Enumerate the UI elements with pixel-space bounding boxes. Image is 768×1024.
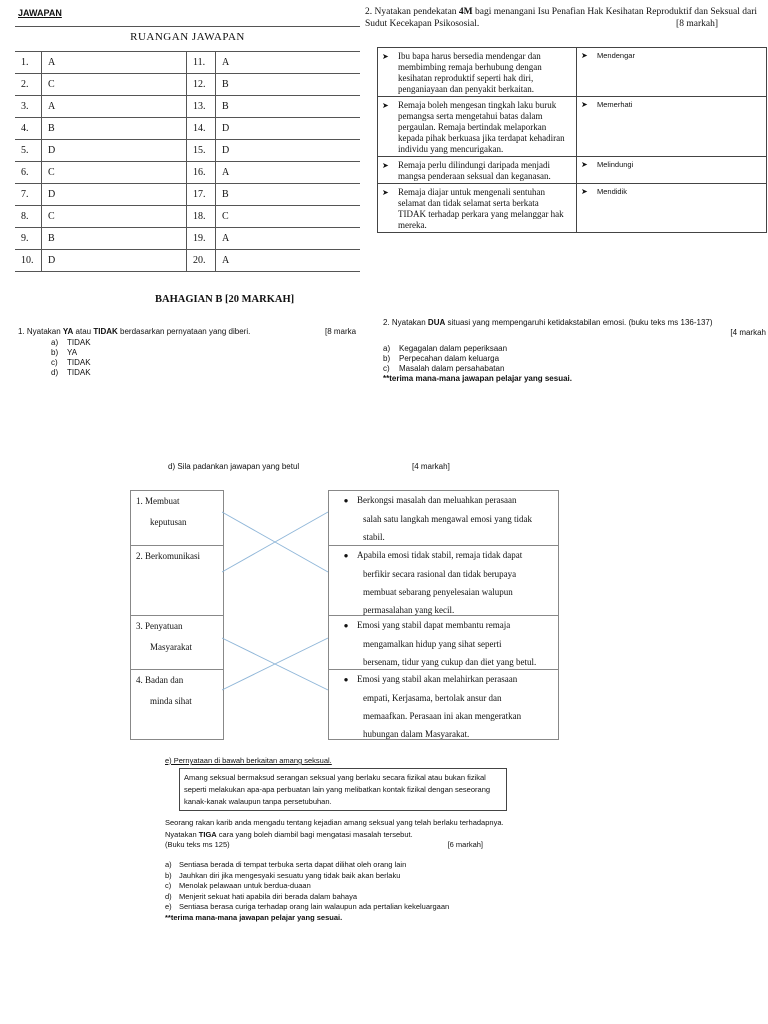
list-item-text: Sentiasa berada di tempat terbuka serta dapat dilihat oleh orang lain [179,860,407,869]
list-item [383,344,768,354]
answer-number: 5. [15,140,42,162]
section-e-ref: (Buku teks ms 125) [165,840,230,849]
list-item-text: Perpecahan dalam keluarga [399,354,500,363]
answer-number: 8. [15,206,42,228]
answer-number: 17. [187,184,216,206]
answer-value: D [42,140,187,162]
answer-value: B [42,118,187,140]
answer-value: A [216,162,361,184]
answer-number: 7. [15,184,42,206]
section-b-heading: BAHAGIAN B [20 MARKAH] [155,294,295,305]
list-item-text: Kegagalan dalam peperiksaan [399,344,508,353]
list-item [51,358,368,368]
list-item-label: c) [51,358,58,367]
list-item-text: Sentiasa berasa curiga terhadap orang lain walaupun ada pertalian kekeluargaan [179,902,450,911]
jawapan-heading: JAWAPAN [18,8,62,18]
section-e-scenario: Seorang rakan karib anda mengadu tentang kejadian amang seksual yang telah berlaku terhadapnya. Nyatakan TIGA cara yang boleh diambil bagi mengatasi masalah tersebut. [165,818,504,839]
list-item-text: TIDAK [67,358,91,367]
matching-left-item: 4. Badan dan minda sihat [131,669,223,739]
approach-statement: ➤ Ibu bapa harus bersedia mendengar dan membimbing remaja berhubung dengan kesihatan reproduktif seperti hak diri, penganiayaan dan penyakit berkaitan. [378,48,577,97]
section-e [165,756,525,923]
answer-value: A [42,96,187,118]
list-item-text: TIDAK [67,338,91,347]
bullet-icon: ● [343,621,349,630]
matching-left-column [130,490,224,740]
answer-value: D [216,140,361,162]
list-item [165,892,525,903]
list-item-label: b) [165,870,172,880]
list-item [383,354,768,364]
answer-value: B [216,184,361,206]
list-item-text: Jauhkan diri jika mengesyaki sesuatu yang tidak baik akan berlaku [179,870,401,880]
matching-left-item: 2. Berkomunikasi [131,545,223,615]
answer-number: 1. [15,52,42,74]
list-item-text: Menjerit sekuat hati apabila diri berada dalam bahaya [179,891,358,901]
matching-instruction: d) Sila padankan jawapan yang betul [168,462,300,471]
approach-statement: ➤ Remaja perlu dilindungi daripada menjadi mangsa penderaan seksual dan keganasan. [378,157,577,184]
answer-value: C [42,162,187,184]
bullet-icon: ● [343,496,349,505]
approach-statement: ➤ Remaja boleh mengesan tingkah laku buruk pemangsa serta mengetahui batas dalam pergaulan. Remaja bertindak melaporkan kepada pihak berkuasa jika terdapat kehadiran individu yang mencurigakan. [378,97,577,157]
accept-note: **terima mana-mana jawapan pelajar yang sesuai. [165,912,343,922]
approach-row [378,184,767,233]
section-e-definition-box: Amang seksual bermaksud serangan seksual yang berlaku secara fizikal atau bukan fizikal seperti melakukan apa-apa perbuatan lain yang melibatkan kontak fizikal dengan seseorang kanak-kanak walaupun tanpa persetubuhan. [179,768,507,811]
arrow-bullet-icon: ➤ [382,101,389,110]
question-2-dua [383,318,768,384]
question-1 [18,327,368,378]
matching-right-item: ● Emosi yang stabil akan melahirkan perasaan empati, Kerjasama, bertolak ansur dan memaafkan. Perasaan ini akan mengeratkan hubungan dalam Masyarakat. [329,669,558,739]
answer-number: 14. [187,118,216,140]
matching-left-item: 1. Membuat keputusan [136,496,187,527]
question-1-marks: [8 marka [325,327,357,336]
answer-row [15,250,360,272]
answer-value: A [216,52,361,74]
approach-row [378,48,767,97]
question-2-dua-marks: [4 markah [730,328,766,337]
list-item-label: c) [165,881,172,890]
section-e-marks: [6 markah] [447,840,483,849]
list-item-text: YA [67,348,78,357]
answer-value: A [216,228,361,250]
list-item-label: b) [383,354,391,363]
answer-value: B [216,96,361,118]
approach-answer: ➤ Melindungi [577,157,767,184]
answer-table [15,51,360,272]
list-item-text: Menolak pelawaan untuk berdua-duaan [179,881,311,890]
answer-value: C [42,74,187,96]
matching-lines [222,490,328,740]
answer-value: B [216,74,361,96]
answer-value: B [42,228,187,250]
list-item [383,364,768,374]
approach-answer: ➤ Mendengar [577,48,767,97]
arrow-bullet-icon: ➤ [382,188,389,197]
answer-number: 6. [15,162,42,184]
approach-row [378,157,767,184]
question-2-4m-table [377,47,767,233]
list-item-text: Masalah dalam persahabatan [399,364,505,373]
answer-row [15,118,360,140]
approach-answer: ➤ Mendidik [577,184,767,233]
arrow-bullet-icon: ➤ [581,51,588,60]
answer-value: C [216,206,361,228]
answer-number: 18. [187,206,216,228]
question-1-prompt: 1. Nyatakan YA atau TIDAK berdasarkan pernyataan yang diberi. [18,327,251,336]
list-item [165,902,525,913]
matching-right-item: ● Apabila emosi tidak stabil, remaja tidak dapat berfikir secara rasional dan tidak berupaya membuat sebarang penyelesaian walupun permasalahan yang kecil. [329,545,558,615]
arrow-bullet-icon: ➤ [581,187,588,196]
arrow-bullet-icon: ➤ [382,161,389,170]
list-item [51,368,368,378]
list-item [51,348,368,358]
answer-number: 2. [15,74,42,96]
arrow-bullet-icon: ➤ [581,100,588,109]
approach-statement: ➤ Remaja diajar untuk mengenali sentuhan selamat dan tidak selamat serta berkata TIDAK terhadap perkara yang melanggar hak mereka. [378,184,577,233]
answer-value: D [42,184,187,206]
approach-answer: ➤ Memerhati [577,97,767,157]
list-item-label: b) [51,348,59,357]
question-2-dua-prompt: 2. Nyatakan DUA situasi yang mempengaruhi ketidakstabilan emosi. (buku teks ms 136-137) [383,318,713,327]
list-item-label: d) [165,891,172,901]
answer-row [15,52,360,74]
list-item [165,881,525,892]
question-2-4m-marks: [8 markah] [676,18,718,29]
answer-grid [15,26,360,277]
answer-row [15,162,360,184]
approach-row [378,97,767,157]
section-e-answers [165,860,525,913]
list-item [165,860,525,871]
matching-right-item: ● Emosi yang stabil dapat membantu remaja mengamalkan hidup yang sihat seperti bersenam, tidur yang cukup dan diet yang betul. [329,615,558,669]
matching-marks: [4 markah] [412,462,450,471]
list-item-label: c) [383,364,390,373]
matching-right-item: ● Berkongsi masalah dan meluahkan perasaan salah satu langkah mengawal emosi yang tidak stabil. [329,491,558,547]
answer-number: 15. [187,140,216,162]
matching-left-item: 3. Penyatuan Masyarakat [131,615,223,669]
list-item-text: TIDAK [67,368,91,377]
arrow-bullet-icon: ➤ [581,160,588,169]
answer-row [15,96,360,118]
answer-number: 11. [187,52,216,74]
question-2-4m-prompt: 2. Nyatakan pendekatan 4M bagi menangani Isu Penafian Hak Kesihatan Reproduktif dan Seksual dari Sudut Kecekapan Psikososial. [8 markah] [365,7,758,29]
answer-number: 4. [15,118,42,140]
bullet-icon: ● [343,551,349,560]
list-item-label: a) [383,344,391,353]
answer-number: 10. [15,250,42,272]
list-item-label: d) [51,368,59,377]
question-2-dua-answers [383,344,768,374]
list-item [165,871,525,882]
answer-value: A [42,52,187,74]
answer-number: 3. [15,96,42,118]
answer-row [15,184,360,206]
answer-row [15,206,360,228]
accept-note: **terima mana-mana jawapan pelajar yang sesuai. [383,374,572,383]
section-e-heading: e) Pernyataan di bawah berkaitan amang seksual. [165,756,332,765]
answer-number: 13. [187,96,216,118]
answer-number: 16. [187,162,216,184]
question-1-answers [51,338,368,378]
answer-grid-title: RUANGAN JAWAPAN [130,31,245,43]
answer-number: 9. [15,228,42,250]
answer-number: 20. [187,250,216,272]
answer-value: A [216,250,361,272]
list-item-label: a) [51,338,59,347]
answer-value: D [216,118,361,140]
list-item-label: a) [165,860,172,869]
answer-row [15,228,360,250]
arrow-bullet-icon: ➤ [382,52,389,61]
bullet-icon: ● [343,675,349,684]
matching-right-column [328,490,559,740]
answer-value: C [42,206,187,228]
answer-row [15,140,360,162]
answer-number: 19. [187,228,216,250]
answer-value: D [42,250,187,272]
answer-row [15,74,360,96]
answer-number: 12. [187,74,216,96]
list-item [51,338,368,348]
section-e-ref-row [165,840,483,850]
list-item-label: e) [165,902,172,911]
